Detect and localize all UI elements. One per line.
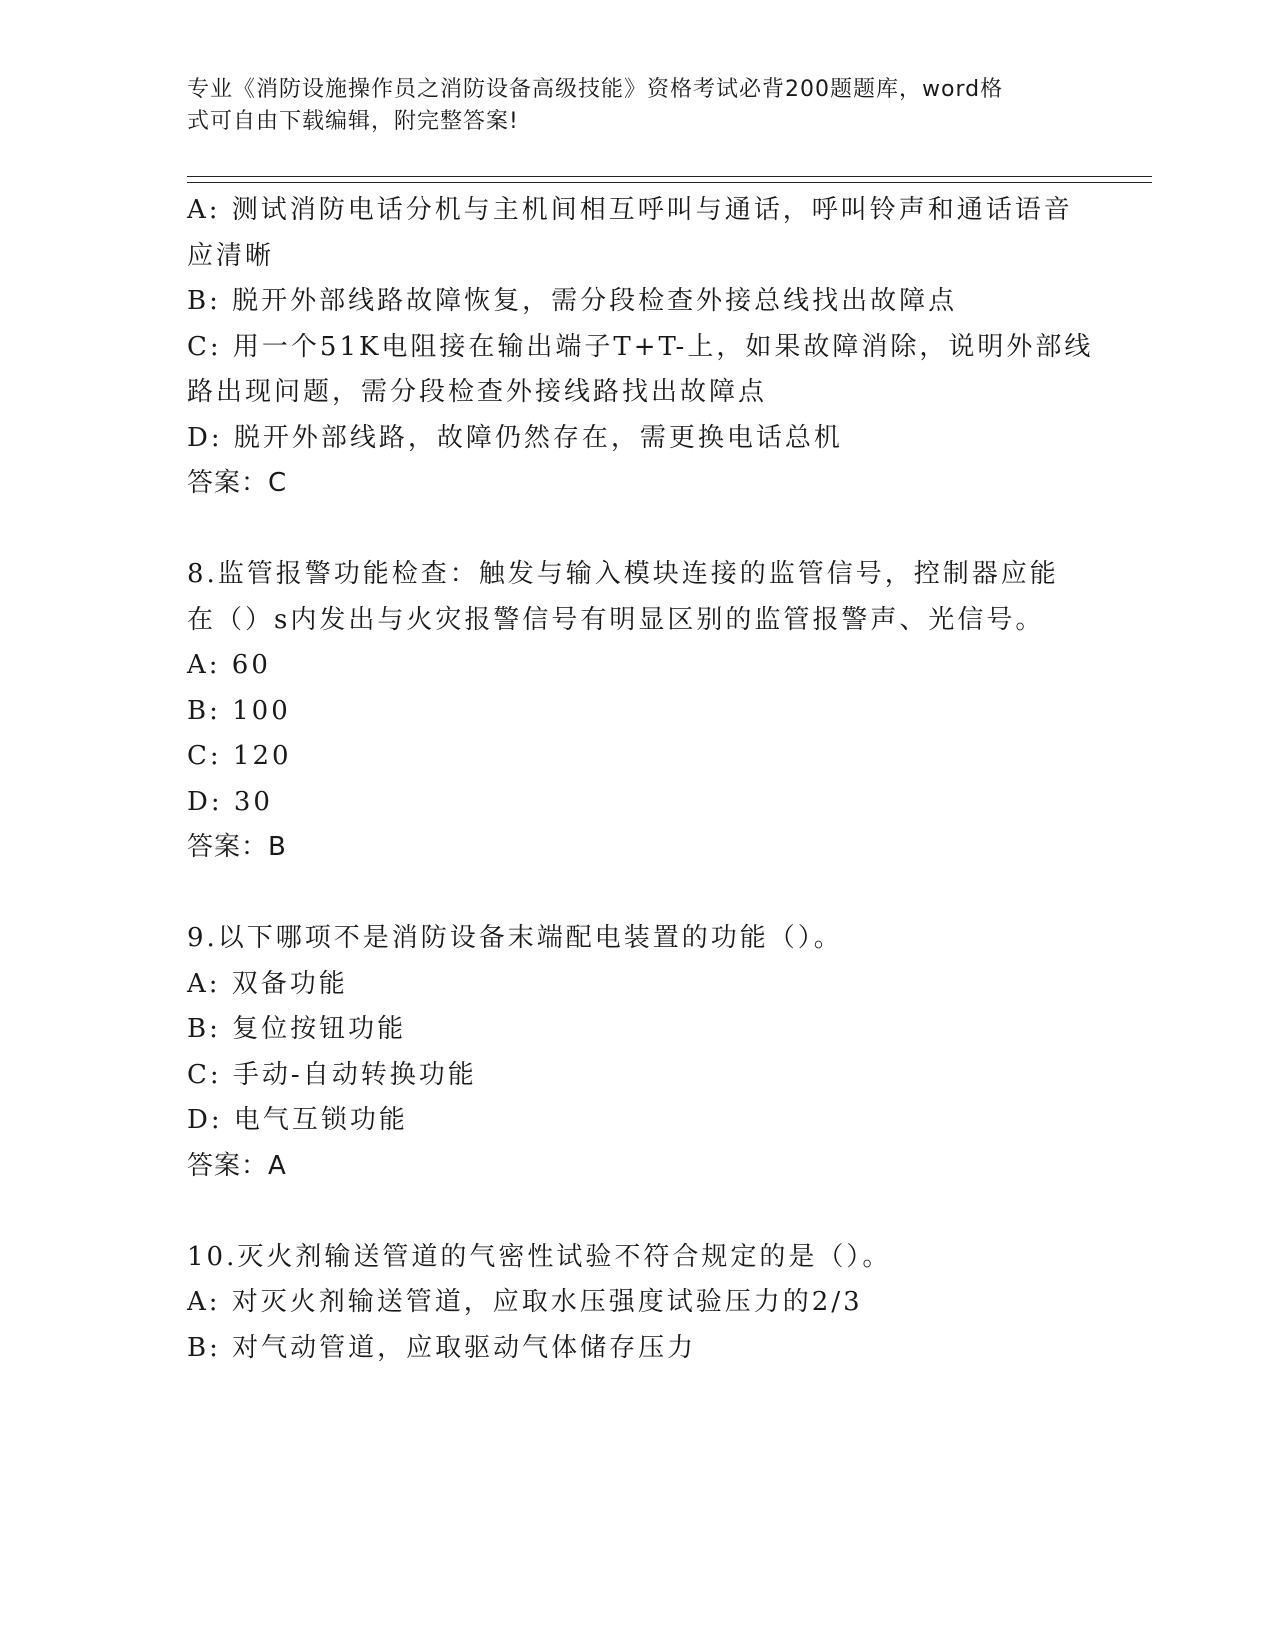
q7-option-a-line-2: 应清晰: [187, 240, 275, 271]
question-9: [187, 916, 1087, 1189]
q10-option-a: A: 对灭火剂输送管道，应取水压强度试验压力的2/3: [187, 1287, 863, 1317]
q8-option-c: C: 120: [187, 741, 292, 771]
q10-stem: 10.灭火剂输送管道的气密性试验不符合规定的是（）。: [187, 1241, 892, 1272]
question-content: [187, 188, 1094, 1371]
q8-option-d: D: 30: [187, 786, 273, 817]
spacer: [187, 871, 1087, 917]
q8-option-b: B: 100: [187, 695, 291, 726]
q9-stem: 9.以下哪项不是消防设备末端配电装置的功能（）。: [187, 923, 843, 953]
q10-option-b: B: 对气动管道，应取驱动气体储存压力: [187, 1332, 697, 1363]
document-header: [187, 74, 1067, 138]
header-rule-bottom: [187, 182, 1152, 183]
q7-option-c-line-1: C: 用一个51K电阻接在输出端子T+T-上，如果故障消除，说明外部线: [187, 331, 1094, 362]
q9-option-b: B: 复位按钮功能: [187, 1014, 407, 1044]
q9-option-d: D: 电气互锁功能: [187, 1105, 408, 1135]
q8-option-a: A: 60: [187, 650, 271, 680]
spacer: [187, 507, 1087, 553]
header-rule-top: [187, 176, 1152, 177]
q9-option-c: C: 手动-自动转换功能: [187, 1059, 477, 1090]
q7-option-b: B: 脱开外部线路故障恢复，需分段检查外接总线找出故障点: [187, 286, 958, 316]
question-7-options: [187, 188, 1094, 507]
q7-option-a-line-1: A: 测试消防电话分机与主机间相互呼叫与通话，呼叫铃声和通话语音: [187, 195, 1073, 225]
header-line-2: 式可自由下载编辑，附完整答案!: [187, 109, 519, 134]
q7-answer: 答案：C: [187, 468, 288, 498]
header-line-1: 专业《消防设施操作员之消防设备高级技能》资格考试必背200题题库，word格: [187, 77, 1004, 102]
q7-option-c-line-2: 路出现问题，需分段检查外接线路找出故障点: [187, 377, 768, 407]
question-10: [187, 1235, 1087, 1372]
question-8: [187, 552, 1087, 871]
q8-stem-line-1: 8.监管报警功能检查：触发与输入模块连接的监管信号，控制器应能: [187, 559, 1059, 589]
q7-option-d: D: 脱开外部线路，故障仍然存在，需更换电话总机: [187, 422, 843, 453]
q9-option-a: A: 双备功能: [187, 968, 348, 999]
q8-answer: 答案：B: [187, 832, 287, 862]
q8-stem-line-2: 在（）s内发出与火灾报警信号有明显区别的监管报警声、光信号。: [187, 604, 1045, 635]
spacer: [187, 1189, 1087, 1235]
q9-answer: 答案：A: [187, 1150, 287, 1181]
